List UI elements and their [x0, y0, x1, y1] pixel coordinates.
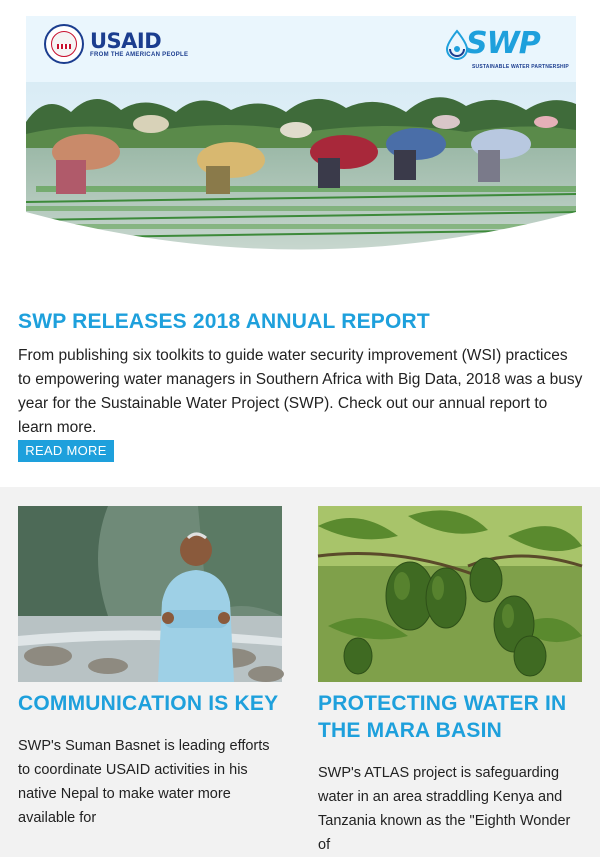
- header-banner: [26, 16, 576, 88]
- hero-image[interactable]: [26, 82, 576, 254]
- swp-logo-tagline: SUSTAINABLE WATER PARTNERSHIP: [472, 64, 569, 70]
- story-text: SWP's ATLAS project is safeguarding water in an area straddling Kenya and Tanzania known as the "Eighth Wonder of: [318, 765, 571, 853]
- usaid-seal-icon: [44, 24, 84, 64]
- feature-body: From publishing six toolkits to guide water security improvement (WSI) practices to empowering water managers in Southern Africa with Big Data, 2018 was a busy year for the Sustainable Water Project (SWP). Check out our annual report to learn more.: [18, 347, 583, 436]
- swp-logo[interactable]: [444, 26, 569, 76]
- swp-logo-name: SWP: [466, 26, 540, 61]
- read-more-button[interactable]: READ MORE: [18, 440, 114, 462]
- usaid-logo[interactable]: [44, 24, 188, 64]
- story-image[interactable]: [318, 506, 582, 682]
- feature-title: SWP RELEASES 2018 ANNUAL REPORT: [18, 310, 430, 333]
- story-text: SWP's Suman Basnet is leading efforts to coordinate USAID activities in his native Nepal to make water more available for: [18, 738, 270, 826]
- usaid-logo-tagline: FROM THE AMERICAN PEOPLE: [90, 52, 189, 58]
- usaid-logo-name: USAID: [90, 29, 162, 53]
- story-title[interactable]: COMMUNICATION IS KEY: [18, 692, 279, 715]
- story-title[interactable]: PROTECTING WATER IN THE MARA BASIN: [318, 692, 567, 742]
- story-image[interactable]: [18, 506, 282, 682]
- story-card-mara-basin: [318, 506, 582, 857]
- story-card-communication: [18, 506, 282, 830]
